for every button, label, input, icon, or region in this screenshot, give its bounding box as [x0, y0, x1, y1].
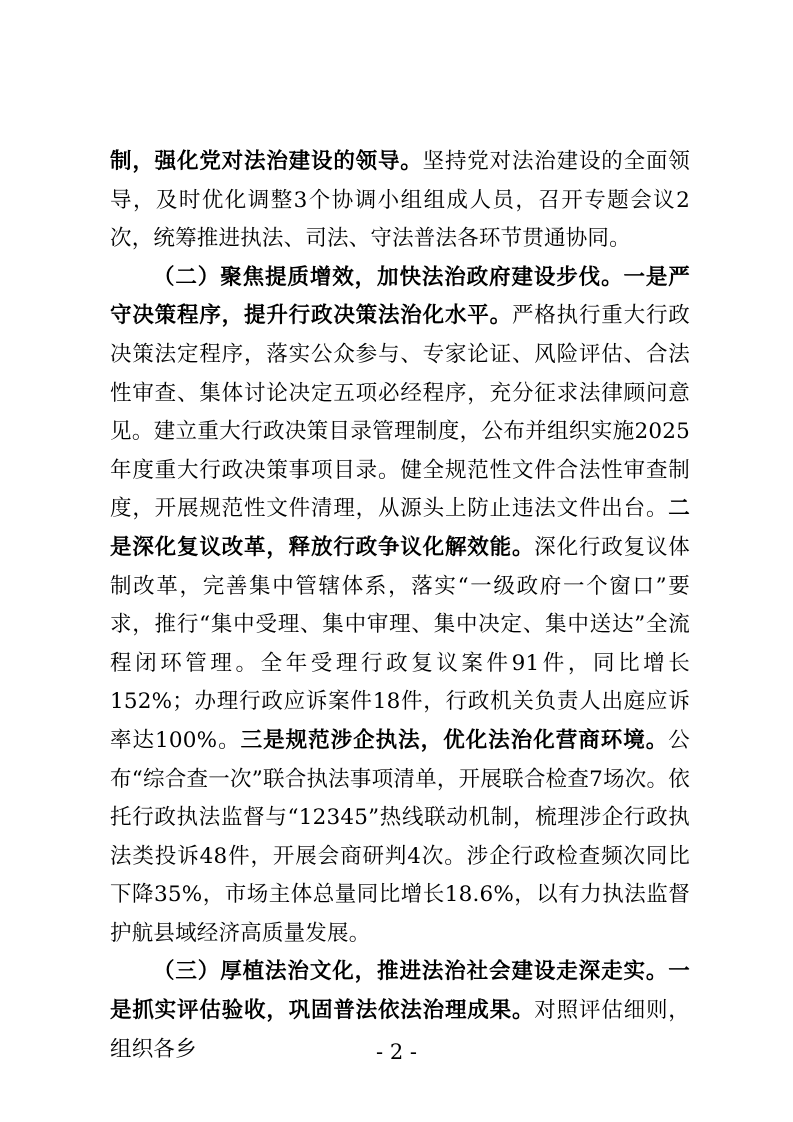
bold-lead: 制，强化党对法治建设的领导。: [110, 149, 423, 174]
page-number: - 2 -: [376, 1040, 417, 1064]
paragraph-section-two: [110, 259, 690, 954]
item-title: 三是规范涉企执法，优化法治化营商环境。: [240, 727, 669, 753]
paragraph-continuation: [110, 143, 690, 259]
item-title: 一是严守决策程序，提升行政决策法治化水平。: [110, 264, 690, 329]
item-title: 一是抓实评估验收，巩固普法依法治理成果。: [110, 959, 690, 1024]
item-text: 公布“综合查一次”联合执法事项清单，开展联合检查7场次。依托行政执法监督与“12345”热线联动机制，梳理涉企行政执法类投诉48件，开展会商研判4次。涉企行政检查频次同比下降35%，市场主体总量同比增长18.6%，以有力执法监督护航县域经济高质量发展。: [110, 727, 690, 946]
document-body: [110, 143, 690, 1069]
item-text: 对照评估细则，组织各乡: [110, 998, 690, 1062]
item-text: 严格执行重大行政决策法定程序，落实公众参与、专家论证、风险评估、合法性审查、集体讨论决定五项必经程序，充分征求法律顾问意见。建立重大行政决策目录管理制度，公布并组织实施2025年度重大行政决策事项目录。健全规范性文件合法性审查制度，开展规范性文件清理，从源头上防止违法文件出台。: [110, 303, 690, 522]
section-heading: （三）厚植法治文化，推进法治社会建设走深走实。: [153, 959, 669, 985]
item-title: 二是深化复议改革，释放行政争议化解效能。: [110, 496, 690, 560]
item-text: 深化行政复议体制改革，完善集中管辖体系，落实“一级政府一个窗口”要求，推行“集中受理、集中审理、集中决定、集中送达”全流程闭环管理。全年受理行政复议案件91件，同比增长152%；办理行政应诉案件18件，行政机关负责人出庭应诉率达100%。: [110, 534, 690, 753]
section-heading: （二）聚焦提质增效，加快法治政府建设步伐。: [153, 264, 624, 290]
paragraph-text: 坚持党对法治建设的全面领导，及时优化调整3个协调小组组成人员，召开专题会议2次，统筹推进执法、司法、守法普法各环节贯通协同。: [110, 149, 690, 252]
